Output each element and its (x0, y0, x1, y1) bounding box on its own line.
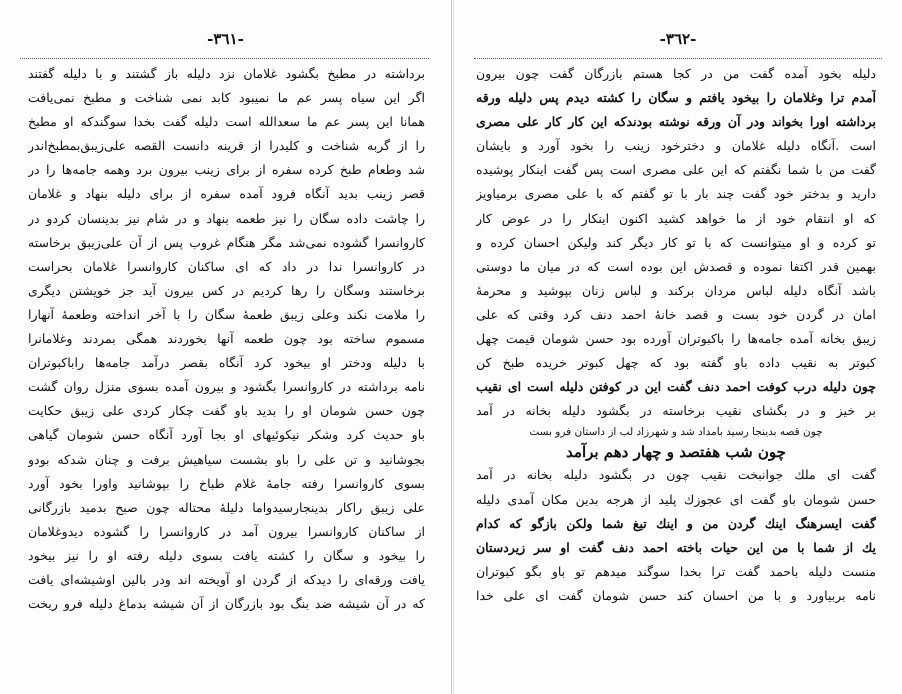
page-number: -٣٦١- (207, 30, 244, 48)
text-line: را ملامت نکند وعلی زیبق طعمهٔ سگان را با آخر انداخته وطعمهٔ آنهارا (28, 306, 425, 322)
text-line: را از گربه شناخت و کلیدرا از قرینه دانست القصه علی‌زیبق‌بمطبخ‌اندر (28, 138, 425, 154)
text-line: برداشته در مطبخ بگشود غلامان نزد دلیله باز گشتند و با دلیله گفتند (28, 66, 425, 81)
page-text (476, 62, 876, 608)
text-line: تو کرده و او میتوانست که با تو کار دیگر کند ولیکن احسان کرده و (476, 234, 876, 250)
text-line: همانا این پسر عم ما سعدالله است دلیله گفت بخدا سوگندکه او مطبخ (28, 114, 425, 130)
text-line: منست دلیله باحمد گفت ترا بخدا سوگند میدهم تو باو بگو کبوتران (476, 563, 876, 579)
text-line: که در آن شیشه ضد بنگ بود بازرگان از آن شیشه بدماغ دلیله فرو ریخت (28, 596, 425, 612)
text-line: علی زیبق راکار بدینجارسیدواما دلیلهٔ محتاله چون صبح بدمید بازرگانی (28, 499, 425, 515)
text-line: با دلیله ودختر او بیخود کرد آنگاه بقصر درآمد جامه‌ها راباکبوتران (28, 355, 425, 371)
text-line: گفت من با شما نگفتم که این علی مصری است پس گفت اینکار پوشیده (476, 162, 876, 178)
night-note: چون قصه بدینجا رسید بامداد شد و شهرزاد لب از داستان فرو بست (529, 426, 823, 439)
text-line: دلیله بخود آمده گفت من در کجا هستم بازرگان گفت چون بیرون (476, 66, 876, 81)
text-line: زیبق بخانه آمده جامه‌ها را باکبوتران آورده بود حسن شومان قیمت چهل (476, 331, 876, 347)
text-line: چون دلیله درب کوفت احمد دنف گفت این در کوفتن دلیله است ای نقیب (476, 379, 876, 395)
text-line: باشد آنگاه دلیله لباس مردان برکند و لباس زنان بپوشید و محرمهٔ (476, 282, 876, 298)
text-line: قصر زینب بدید آنگاه فرود آمده سفره از برای دلیله بنهاد و غلامان (28, 186, 425, 202)
text-line: شد وطعام طبخ کرده سفره از برای زینب بیرون برد وهمه جامه‌ها را در (28, 162, 425, 178)
text-line: مسموم ساخته بود چون طعمه آنها بخوردند همگی بمردند وغلامانرا (28, 331, 425, 347)
text-line: برخاستند وسگان را رها کردیم در کس بیرون آید جز خویشتن دیگری (28, 282, 425, 298)
text-line: اگر این سیاه پسر عم ما نمیبود کابد نمی شناخت و مطبخ نمی‌یافت (28, 90, 425, 106)
text-line: بسوی کاروانسرا رفته جامهٔ غلام طباخ را بپوشانید واورا بخود آورد (28, 475, 425, 491)
page-number: -٣٦٢- (659, 30, 697, 48)
text-line: را بیخود و سگان را کشته یافت بسوی دلیله رفته او را نیز بیخود (28, 547, 425, 563)
text-line: بهمین قدر اکتفا نموده و قصدش این بوده است که در میان ما دوستی (476, 258, 876, 274)
header-rule (474, 58, 882, 59)
text-line: گفت ایسرهنگ اینك گردن من و اینك تیغ شما ولکن بازگو که کدام (476, 515, 876, 531)
night-heading: چون شب هفتصد و چهار دهم برآمد (566, 443, 786, 462)
text-line: باو حدیث کرد وشکر نیکوئیهای او بجا آورد آنگاه حسن شومان گیاهی (28, 427, 425, 443)
text-line: است .آنگاه دلیله غلامان و دخترخود زینب را بخود آورد و بایشان (476, 138, 876, 154)
text-line: بر خیز و در بگشای نقیب برخاسته در بگشود دلیله بخانه در آمد (476, 403, 876, 419)
text-line: از ساکنان کاروانسرا بیرون آمد در کاروانسرا را گشوده دیدوغلامان (28, 523, 425, 539)
text-line: را چاشت داده سگان را نیز طعمه بنهاد و در شام نیز بدینسان کردو در (28, 210, 425, 226)
text-line: کبوتر به نقیب داده باو گفته بود که چهل کبوتر خریده طبخ کن (476, 355, 876, 371)
text-line: در کاروانسرا ندا در داد که ای ساکنان کاروانسرا غلامان بحراست (28, 258, 425, 274)
header-rule (20, 58, 429, 59)
text-line: یافت ورقه‌ای را دیدکه از گردن او آویخته اند ودر بالین اوشیشه‌ای یافت (28, 571, 425, 587)
text-line: حسن شومان باو گفت ای عجوزك پلید از هرجه بدین مکان آمدی دلیله (476, 491, 876, 507)
text-line: برداشته اورا بخواند ودر آن ورقه نوشته بودندکه این کار کار علی مصری (476, 114, 876, 130)
text-line: گفت ای ملك جوانبخت نقیب چون در بگشود دلیله بخانه در آمد (476, 467, 876, 483)
text-line: چون حسن شومان او را بدید باو گفت چکار کردی علی زیبق حکایت (28, 403, 425, 419)
text-line: نامه بربیاورد و با من احسان کند حسن شومان گفت ای علی خدا (476, 587, 876, 603)
text-line: آمدم ترا وغلامان را بیخود یافتم و سگان را کشته دیدم پس دلیله ورقه (476, 90, 876, 106)
text-line: نامه برداشته در کاروانسرا بگشود و بیرون آمده بسوی منزل روان گشت (28, 379, 425, 395)
page-text (28, 62, 425, 616)
text-line: که او انتقام خود از ما خواهد کشید اکنون اینکار را در عوض کار (476, 210, 876, 226)
right-page (453, 0, 902, 694)
text-line: کاروانسرا گشوده نمی‌شد مگر هنگام غروب پس از آن علی‌زیبق برخاسته (28, 234, 425, 250)
text-line: بجوشانید و تن علی را باو بشست سیاهیش برفت و چنان شدکه بودو (28, 451, 425, 467)
text-line: دارید و بدختر خود گفت چند بار با تو گفتم که با علی مصری برمیاویز (476, 186, 876, 202)
text-line: يك از شما با من این حیات باخته احمد دنف گفت او سر زیردستان (476, 539, 876, 555)
text-line: امان در گردن خود بست و قصد خانهٔ احمد دنف کرد وقتی که علی (476, 306, 876, 322)
